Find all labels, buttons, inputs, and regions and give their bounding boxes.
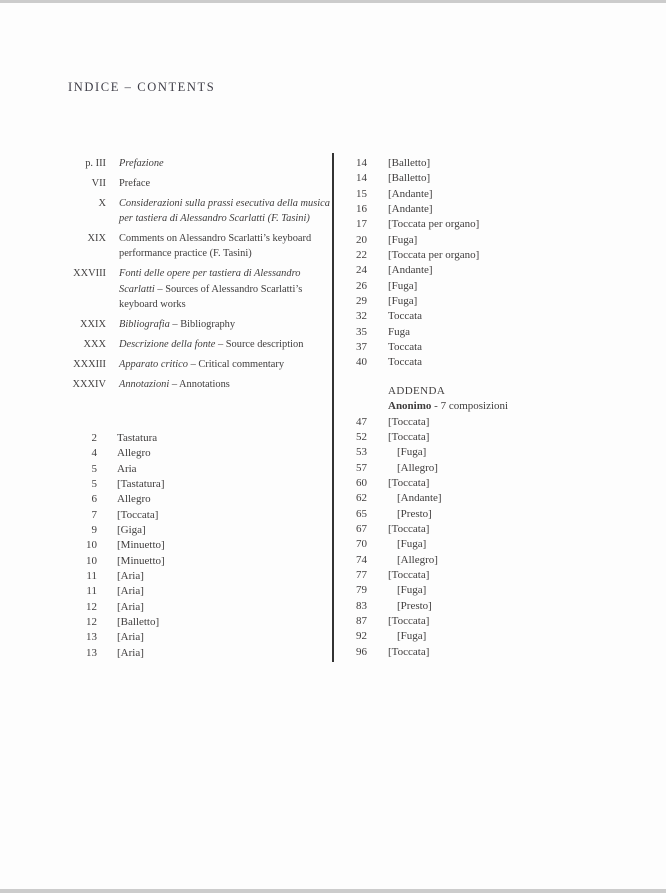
work-page-number: 70 <box>356 538 367 551</box>
work-page-number: 17 <box>356 218 367 231</box>
work-title: [Aria] <box>117 600 144 613</box>
work-page-number: 60 <box>356 476 367 489</box>
work-page-number: 40 <box>356 356 367 369</box>
work-title: Allegro <box>117 493 151 506</box>
page-top-edge <box>0 0 666 3</box>
addenda-works-list <box>345 415 645 661</box>
work-title: [Presto] <box>397 507 432 520</box>
work-row <box>345 187 645 202</box>
work-row <box>60 462 165 477</box>
work-row <box>60 477 165 492</box>
entry-page-numeral: XXVIII <box>73 268 106 280</box>
work-page-number: 96 <box>356 645 367 658</box>
work-title: [Aria] <box>117 570 144 583</box>
entry-page-numeral: XXXIII <box>73 358 106 370</box>
work-page-number: 74 <box>356 553 367 566</box>
work-row <box>345 629 645 644</box>
entry-page-numeral: p. III <box>85 158 106 169</box>
work-row <box>345 202 645 217</box>
work-title: [Toccata per organo] <box>388 218 480 231</box>
work-row <box>345 507 645 522</box>
work-page-number: 29 <box>356 295 367 308</box>
work-title: [Balletto] <box>117 616 160 629</box>
work-page-number: 52 <box>356 430 367 443</box>
front-matter-entry <box>60 196 332 226</box>
front-matter-entry <box>60 337 332 352</box>
work-title: Toccata <box>388 310 423 323</box>
entry-title: Prefazione <box>119 158 164 169</box>
page-bottom-edge <box>0 889 666 893</box>
work-page-number: 10 <box>86 539 97 552</box>
work-row <box>60 615 165 630</box>
work-title: [Andante] <box>397 492 442 505</box>
work-title: [Fuga] <box>397 584 427 597</box>
entry-title: Comments on Alessandro Scarlatti’s keyboard performance practice (F. Tasini) <box>119 233 312 260</box>
work-page-number: 14 <box>356 172 367 185</box>
addenda-heading: ADDENDA <box>388 384 446 397</box>
work-row <box>60 523 165 538</box>
work-page-number: 77 <box>356 568 367 581</box>
work-title: Aria <box>117 462 137 475</box>
entry-title: Fonti delle opere per tastiera di Alessandro Scarlatti – Sources of Alessandro Scarlatti’s keyboard works <box>119 268 303 310</box>
work-title: [Toccata] <box>388 476 430 489</box>
work-page-number: 2 <box>91 432 97 444</box>
work-title: [Aria] <box>117 646 144 659</box>
front-matter-entry <box>60 317 332 332</box>
addenda-author-name: Anonimo <box>388 400 432 413</box>
entry-page-numeral: XXIX <box>80 318 106 330</box>
work-title: [Balletto] <box>388 172 431 185</box>
work-page-number: 47 <box>356 415 367 428</box>
work-page-number: 53 <box>356 446 367 459</box>
column-divider <box>332 153 334 662</box>
work-row <box>345 599 645 614</box>
work-page-number: 4 <box>91 447 97 460</box>
entry-page-numeral: XIX <box>87 233 106 245</box>
work-page-number: 13 <box>86 646 97 659</box>
entry-title: Preface <box>119 178 151 189</box>
work-row <box>60 431 165 446</box>
work-row <box>345 217 645 232</box>
work-row <box>345 309 645 324</box>
work-row <box>60 538 165 553</box>
work-title: [Fuga] <box>388 295 418 308</box>
work-page-number: 14 <box>356 157 367 169</box>
work-page-number: 65 <box>356 507 367 520</box>
entry-title: Annotazioni – Annotations <box>119 378 230 390</box>
work-page-number: 9 <box>91 524 97 537</box>
work-title: [Toccata] <box>388 614 430 627</box>
work-row <box>60 600 165 615</box>
work-row <box>345 522 645 537</box>
work-title: [Fuga] <box>397 538 427 551</box>
work-title: [Fuga] <box>388 233 418 246</box>
work-row <box>345 233 645 248</box>
work-row <box>345 645 645 660</box>
right-column <box>345 156 645 660</box>
work-page-number: 22 <box>356 249 367 262</box>
work-title: [Toccata] <box>117 508 159 521</box>
work-title: [Giga] <box>117 524 146 537</box>
work-page-number: 26 <box>356 279 367 292</box>
work-row <box>60 630 165 645</box>
work-page-number: 6 <box>91 493 97 506</box>
entry-title: Considerazioni sulla prassi esecutiva della musica per tastiera di Alessandro Scarlatti (F. Tasini) <box>119 198 330 225</box>
entry-title: Bibliografia – Bibliography <box>119 318 236 330</box>
work-title: [Minuetto] <box>117 539 165 552</box>
work-row <box>345 248 645 263</box>
work-row <box>345 445 645 460</box>
work-title: [Balletto] <box>388 157 431 169</box>
work-title: [Aria] <box>117 631 144 644</box>
work-title: [Toccata] <box>388 568 430 581</box>
work-page-number: 37 <box>356 341 367 354</box>
work-row <box>345 430 645 445</box>
work-row <box>345 415 645 430</box>
work-page-number: 12 <box>86 600 97 613</box>
work-title: [Andante] <box>388 203 433 216</box>
entry-title: Apparato critico – Critical commentary <box>119 358 285 370</box>
left-works-list <box>60 431 165 661</box>
work-title: [Fuga] <box>388 279 418 292</box>
work-row <box>345 355 645 370</box>
front-matter-entry <box>60 377 332 392</box>
work-title: [Andante] <box>388 264 433 277</box>
work-title: Tastatura <box>117 432 158 444</box>
page-title: INDICE – CONTENTS <box>68 80 216 94</box>
work-row <box>60 446 165 461</box>
work-row <box>345 537 645 552</box>
work-row <box>345 340 645 355</box>
work-row <box>345 491 645 506</box>
right-works-list <box>345 156 645 371</box>
front-matter-entry <box>60 156 332 171</box>
work-page-number: 57 <box>356 461 367 474</box>
work-title: Toccata <box>388 356 423 369</box>
work-row <box>345 263 645 278</box>
work-row <box>345 279 645 294</box>
front-matter-entry <box>60 176 332 191</box>
work-row <box>345 171 645 186</box>
work-row <box>60 508 165 523</box>
work-title: [Tastatura] <box>117 478 165 491</box>
work-row <box>345 325 645 340</box>
work-title: Fuga <box>388 325 410 338</box>
work-title: [Fuga] <box>397 630 427 643</box>
work-row <box>345 476 645 491</box>
work-page-number: 79 <box>356 584 367 597</box>
work-page-number: 32 <box>356 310 367 323</box>
work-page-number: 35 <box>356 325 367 338</box>
work-title: [Presto] <box>397 599 432 612</box>
work-title: [Andante] <box>388 187 433 200</box>
work-page-number: 92 <box>356 630 367 643</box>
addenda-author-note: - 7 composizioni <box>431 400 509 413</box>
work-row <box>345 553 645 568</box>
work-page-number: 62 <box>356 492 367 505</box>
work-row <box>345 294 645 309</box>
work-row <box>345 614 645 629</box>
work-row <box>60 492 165 507</box>
entry-page-numeral: X <box>98 198 106 209</box>
work-title: [Fuga] <box>397 446 427 459</box>
work-title: Allegro <box>117 447 151 460</box>
work-row <box>60 569 165 584</box>
entry-page-numeral: VII <box>91 178 106 189</box>
work-row <box>60 554 165 569</box>
work-page-number: 5 <box>91 462 97 475</box>
work-page-number: 67 <box>356 522 367 535</box>
work-title: [Toccata per organo] <box>388 249 480 262</box>
front-matter-entry <box>60 266 332 312</box>
work-page-number: 12 <box>86 616 97 629</box>
work-row <box>345 461 645 476</box>
front-matter-entry <box>60 231 332 261</box>
entry-page-numeral: XXX <box>83 338 106 350</box>
work-title: [Toccata] <box>388 645 430 658</box>
work-row <box>60 584 165 599</box>
work-page-number: 11 <box>86 585 97 598</box>
work-title: [Allegro] <box>397 461 438 474</box>
work-title: [Toccata] <box>388 430 430 443</box>
work-title: [Aria] <box>117 585 144 598</box>
work-page-number: 16 <box>356 203 367 216</box>
entry-page-numeral: XXXIV <box>72 378 106 390</box>
work-page-number: 83 <box>356 599 367 612</box>
work-row <box>345 568 645 583</box>
entry-title: Descrizione della fonte – Source description <box>119 338 304 350</box>
work-title: [Allegro] <box>397 553 438 566</box>
work-page-number: 11 <box>86 570 97 583</box>
work-row <box>345 156 645 171</box>
work-row <box>60 646 165 661</box>
work-title: Toccata <box>388 341 423 354</box>
work-title: [Minuetto] <box>117 554 165 567</box>
front-matter-entry <box>60 357 332 372</box>
work-page-number: 24 <box>356 264 367 277</box>
work-title: [Toccata] <box>388 522 430 535</box>
front-matter-list <box>60 156 332 397</box>
work-page-number: 5 <box>91 478 97 491</box>
addenda-author-line <box>345 399 645 414</box>
work-page-number: 7 <box>91 508 97 521</box>
work-page-number: 87 <box>356 614 367 627</box>
work-page-number: 20 <box>356 233 367 246</box>
work-row <box>345 583 645 598</box>
work-page-number: 15 <box>356 187 367 200</box>
work-page-number: 13 <box>86 631 97 644</box>
work-title: [Toccata] <box>388 415 430 428</box>
work-page-number: 10 <box>86 554 97 567</box>
